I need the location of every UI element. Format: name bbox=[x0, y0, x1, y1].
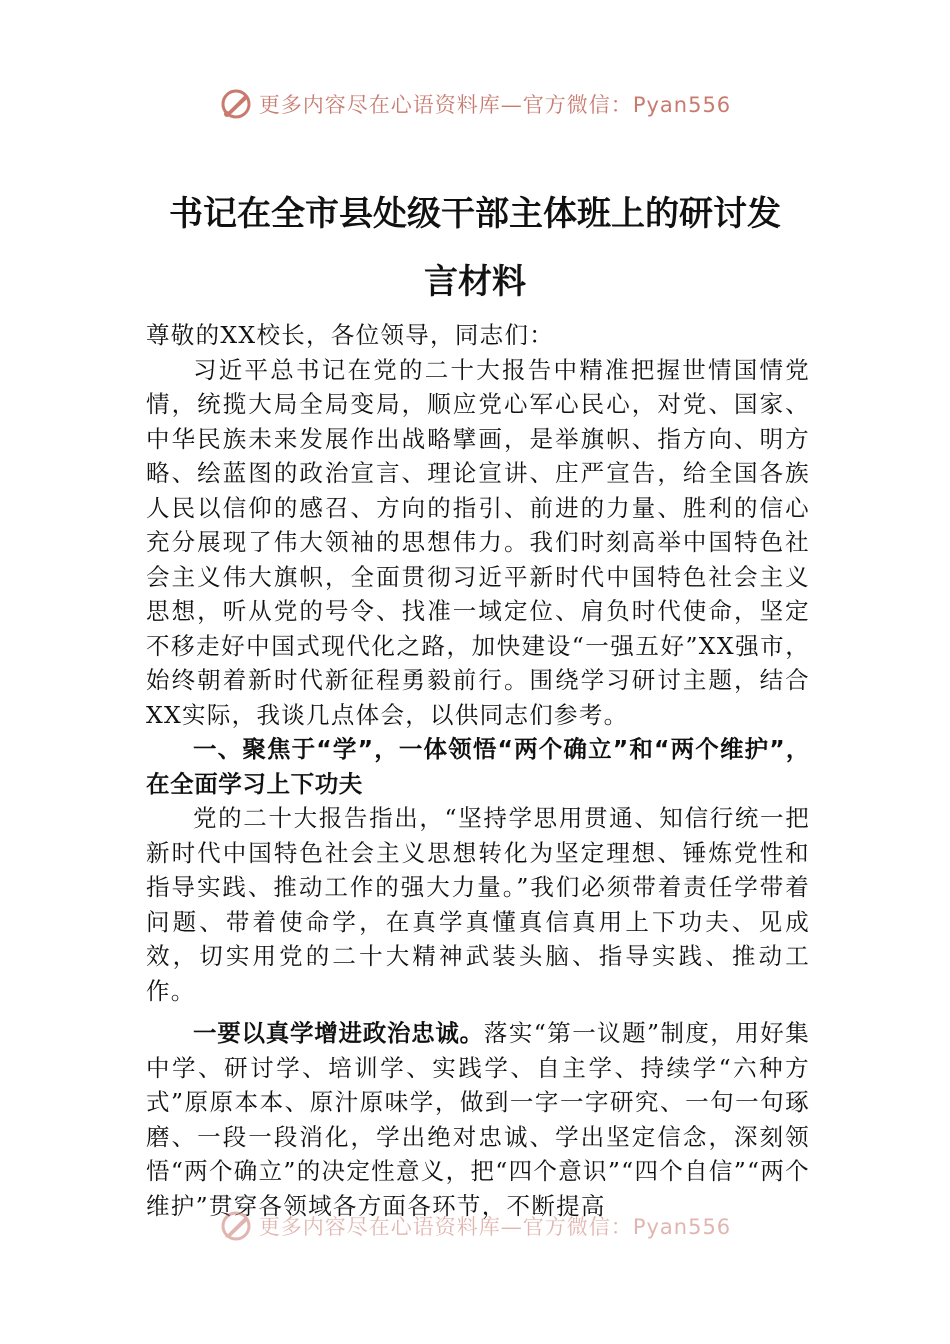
paragraph-section1: 党的二十大报告指出，“坚持学思用贯通、知信行统一把新时代中国特色社会主义思想转化为坚定理想、锤炼党性和指导实践、推动工作的强大力量。”我们必须带着责任学带着问题、带着使命学，在真学真懂真信真用上下功夫、见成效，切实用党的二十大精神武装头脑、指导实践、推动工作。 bbox=[146, 804, 810, 1005]
document-title-line1: 书记在全市县处级干部主体班上的研讨发 bbox=[169, 194, 781, 234]
footer-watermark bbox=[0, 1206, 950, 1246]
watermark-text: 更多内容尽在心语资料库—官方微信：Pyan556 bbox=[258, 93, 732, 117]
watermark-text: 更多内容尽在心语资料库—官方微信：Pyan556 bbox=[258, 1215, 732, 1239]
greeting: 尊敬的XX校长，各位领导，同志们： bbox=[146, 321, 555, 349]
header-watermark bbox=[0, 82, 950, 126]
paragraph-intro: 习近平总书记在党的二十大报告中精准把握世情国情党情，统揽大局全局变局，顺应党心军心民心，对党、国家、中华民族未来发展作出战略擘画，是举旗帜、指方向、明方略、绘蓝图的政治宣言、理论宣讲、庄严宣告，给全国各族人民以信仰的感召、方向的指引、前进的力量、胜利的信心充分展现了伟大领袖的思想伟力。我们时刻高举中国特色社会主义伟大旗帜，全面贯彻习近平新时代中国特色社会主义思想，听从党的号令、找准一域定位、肩负时代使命，坚定不移走好中国式现代化之路，加快建设“一强五好”XX强市，始终朝着新时代新征程勇毅前行。围绕学习研讨主题，结合XX实际，我谈几点体会，以供同志们参考。 bbox=[146, 355, 810, 729]
brush-logo-icon bbox=[219, 87, 253, 121]
section-heading-1: 一、聚焦于“学”，一体领悟“两个确立”和“两个维护”，在全面学习上下功夫 bbox=[146, 735, 810, 798]
point1-body: 落实“第一议题”制度，用好集中学、研讨学、培训学、实践学、自主学、持续学“六种方式”原原本本、原汁原味学，做到一字一字研究、一句一句琢磨、一段一段消化，学出绝对忠诚、学出坚定信念，深刻领悟“两个确立”的决定性意义，把“四个意识”“四个自信”“两个维护”贯穿各领域各方面各环节，不断提高 bbox=[146, 1019, 811, 1220]
document-body bbox=[146, 318, 810, 1223]
document-title-line2: 言材料 bbox=[424, 262, 526, 302]
paragraph-point1 bbox=[146, 1016, 810, 1223]
brush-logo-icon bbox=[219, 1209, 253, 1243]
point1-lead: 一要以真学增进政治忠诚。 bbox=[193, 1019, 484, 1047]
